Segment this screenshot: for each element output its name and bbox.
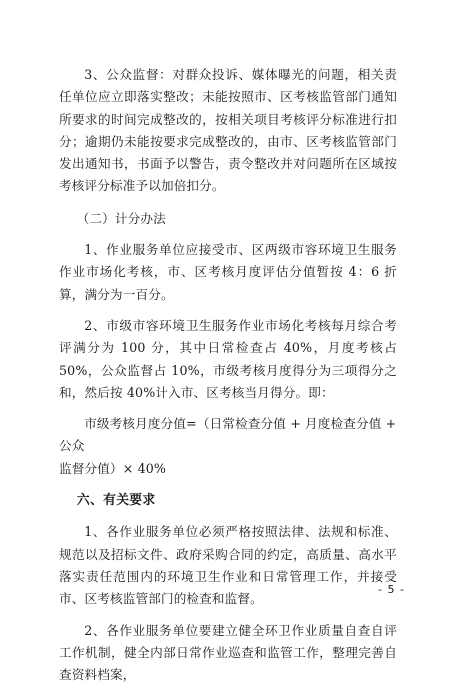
paragraph-scoring-2: 2、市级市容环境卫生服务作业市场化考核每月综合考评满分为 100 分，其中日常检查占 40%，月度考核占 50%，公众监督占 10%，市级考核月度得分为三项得分之和，然后按 40%计入市、区考核当月得分。即：	[59, 317, 397, 400]
page-number: - 5 -	[378, 583, 405, 596]
paragraph-requirement-1: 1、各作业服务单位必须严格按照法律、法规和标准、规范以及招标文件、政府采购合同的约定，高质量、高水平落实责任范围内的环境卫生作业和日常管理工作，并接受市、区考核监管部门的检查和监督。	[59, 524, 397, 607]
section-heading-scoring-method: （二）计分办法	[76, 210, 166, 226]
paragraph-requirement-2: 2、各作业服务单位要建立健全环卫作业质量自查自评工作机制，健全内部日常作业巡查和监管工作，整理完善自查资料档案，	[59, 622, 397, 683]
formula-line-2: 监督分值）× 40%	[59, 460, 167, 476]
formula-line-1: 市级考核月度分值=（日常检查分值 + 月度检查分值 + 公众	[59, 416, 397, 454]
paragraph-public-supervision: 3、公众监督：对群众投诉、媒体曝光的问题，相关责任单位应立即落实整改；未能按照市、区考核监管部门通知所要求的时间完成整改的，按相关项目考核评分标准进行扣分；逾期仍未能按要求完成整改的，由市、区考核监管部门发出通知书，书面予以警告，责令整改并对问题所在区域按考核评分标准予以加倍扣分。	[59, 67, 397, 194]
paragraph-scoring-1: 1、作业服务单位应接受市、区两级市容环境卫生服务作业市场化考核，市、区考核月度评估分值暂按 4：6 折算，满分为一百分。	[59, 242, 397, 302]
section-heading-requirements: 六、有关要求	[76, 493, 156, 509]
